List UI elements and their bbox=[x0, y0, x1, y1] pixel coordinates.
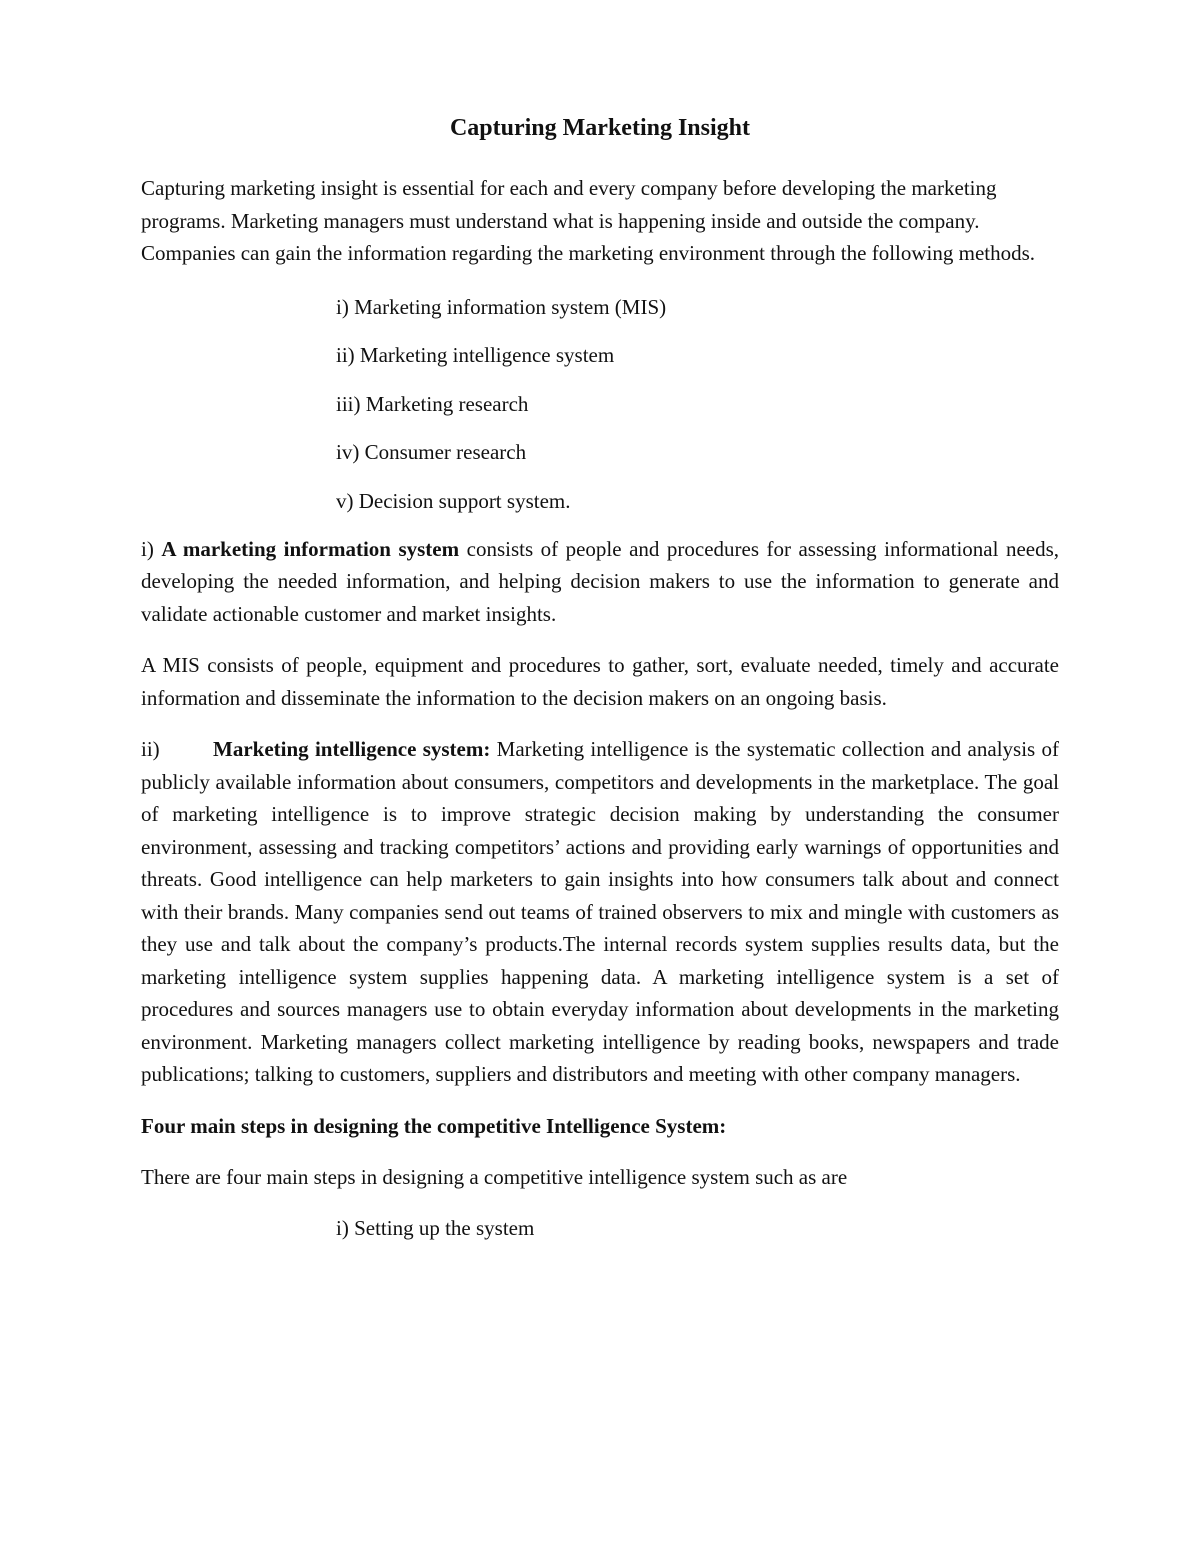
section-text: Marketing intelligence is the systematic collection and analysis of publicly available information about consumers, competitors and developments in the marketplace. The goal of marketing intelligence is to improve strategic decision making by understanding the consumer environment, assessing and tracking competitors’ actions and providing early warnings of opportunities and threats. Good intelligence can help marketers to gain insights into how consumers talk about and connect with their brands. Many companies send out teams of trained observers to mix and mingle with customers as they use and talk about the company’s products.The internal records system supplies results data, but the marketing intelligence system supplies happening data. A marketing intelligence system is a set of procedures and sources managers use to obtain everyday information about developments in the marketing environment. Marketing managers collect marketing intelligence by reading books, newspapers and trade publications; talking to customers, suppliers and distributors and meeting with other company managers. bbox=[141, 737, 1059, 1086]
list-item: v) Decision support system. bbox=[336, 488, 571, 513]
section-number: ii) bbox=[141, 737, 160, 761]
mis-definition-paragraph bbox=[141, 533, 1059, 631]
section-term: A marketing information system bbox=[161, 536, 460, 561]
list-item: i) Marketing information system (MIS) bbox=[336, 294, 667, 319]
steps-heading: Four main steps in designing the competitive Intelligence System: bbox=[141, 1113, 727, 1138]
page-title: Capturing Marketing Insight bbox=[449, 115, 751, 141]
section-number: i) bbox=[141, 536, 162, 561]
list-item: i) Setting up the system bbox=[336, 1216, 535, 1240]
section-text: consists of people and procedures for assessing informational needs, developing the needed information, and helping decision makers to use the information to generate and validate actionable customer and market insights. bbox=[141, 536, 1060, 626]
list-item: iv) Consumer research bbox=[336, 440, 527, 464]
list-item: ii) Marketing intelligence system bbox=[336, 343, 615, 367]
section-term: Marketing intelligence system: bbox=[213, 737, 491, 761]
methods-list bbox=[141, 291, 1059, 517]
list-item: iii) Marketing research bbox=[336, 391, 529, 416]
mi-definition-paragraph bbox=[141, 733, 1059, 1091]
intro-paragraph: Capturing marketing insight is essential for each and every company before developing the marketing programs. Marketing managers must understand what is happening inside and outside the company. Companies can gain the information regarding the marketing environment through the following methods. bbox=[141, 176, 1036, 265]
steps-intro-paragraph: There are four main steps in designing a competitive intelligence system such as are bbox=[141, 1164, 848, 1189]
steps-list bbox=[141, 1212, 1059, 1244]
mis-paragraph: A MIS consists of people, equipment and procedures to gather, sort, evaluate needed, timely and accurate information and disseminate the information to the decision makers on an ongoing basis. bbox=[141, 653, 1059, 710]
